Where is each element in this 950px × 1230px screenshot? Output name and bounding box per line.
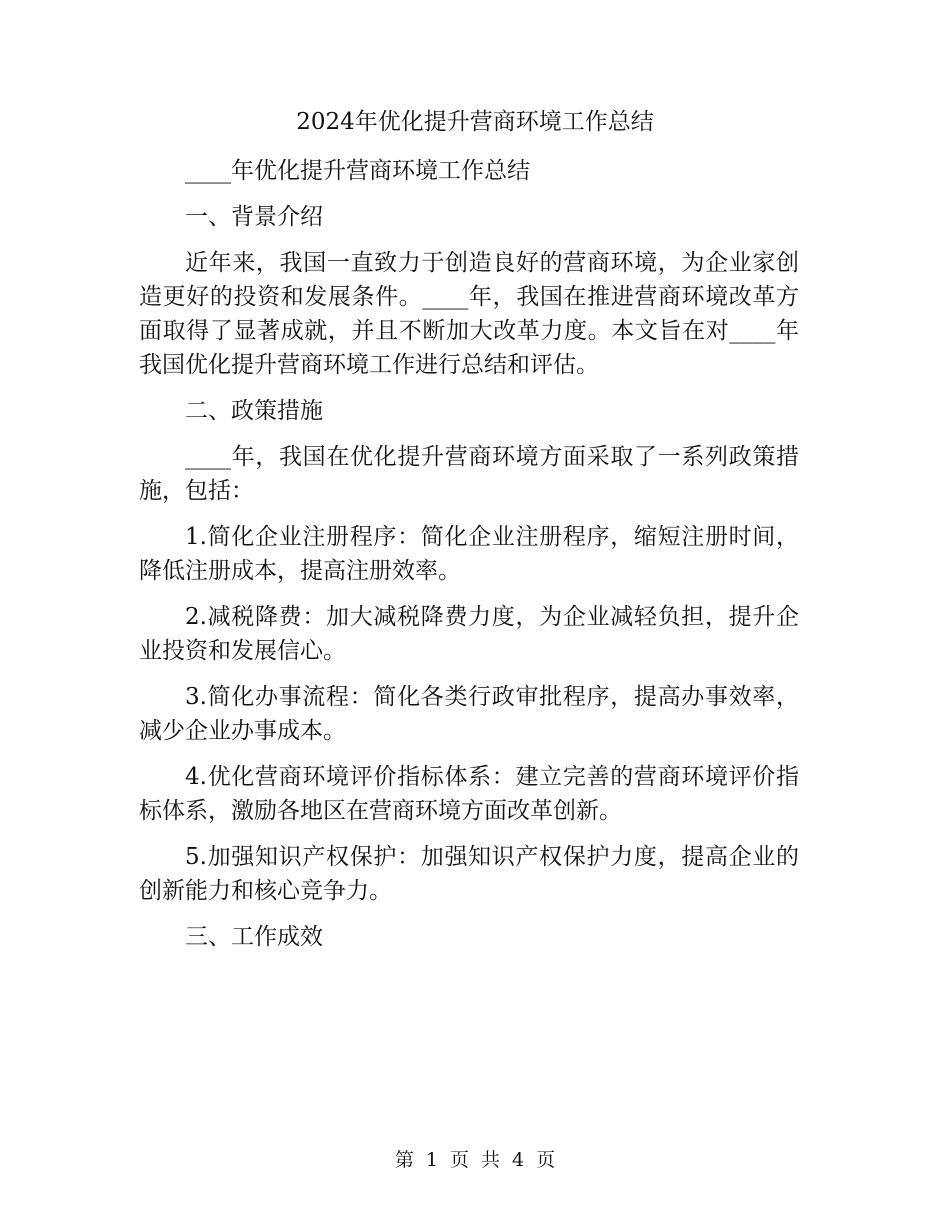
heading-policy: 二、政策措施 [185, 398, 323, 424]
list-item-3: 3.简化办事流程：简化各类行政审批程序，提高办事效率，减少企业办事成本。 [139, 684, 799, 744]
list-item-2: 2.减税降费：加大减税降费力度，为企业减轻负担，提升企业投资和发展信心。 [139, 604, 799, 664]
document-body [139, 154, 799, 966]
page-footer: 第 1 页 共 4 页 [394, 1149, 556, 1171]
list-item-5: 5.加强知识产权保护：加强知识产权保护力度，提高企业的创新能力和核心竞争力。 [139, 844, 799, 904]
heading-results: 三、工作成效 [185, 924, 323, 950]
heading-background: 一、背景介绍 [185, 204, 323, 230]
paragraph-background: 近年来，我国一直致力于创造良好的营商环境，为企业家创造更好的投资和发展条件。____年，我国在推进营商环境改革方面取得了显著成就，并且不断加大改革力度。本文旨在对____年我国优化提升营商环境工作进行总结和评估。 [139, 250, 799, 378]
list-item-4: 4.优化营商环境评价指标体系：建立完善的营商环境评价指标体系，激励各地区在营商环境方面改革创新。 [139, 764, 799, 824]
paragraph-policy-intro: ____年，我国在优化提升营商环境方面采取了一系列政策措施，包括： [139, 444, 799, 504]
paragraph-subtitle: ____年优化提升营商环境工作总结 [185, 158, 530, 184]
list-item-1: 1.简化企业注册程序：简化企业注册程序，缩短注册时间，降低注册成本，提高注册效率。 [139, 524, 799, 584]
document-title: 2024年优化提升营商环境工作总结 [296, 109, 654, 135]
